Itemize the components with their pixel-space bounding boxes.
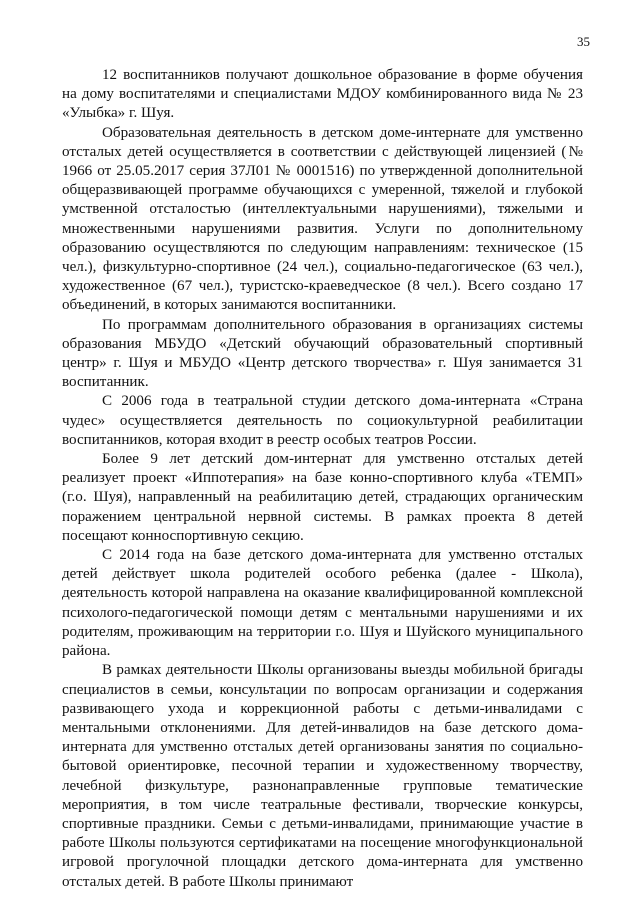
- paragraph: Образовательная деятельность в детском доме-интернате для умственно отсталых детей осуществляется в соответствии с действующей лицензией (№ 1966 от 25.05.2017 серия 37Л01 № 0001516) по утвержденной дополнительной общеразвивающей программе обучающихся с умеренной, тяжелой и глубокой умственной отсталостью (интеллектуальными нарушениями), тяжелыми и множественными нарушениями развития. Услуги по дополнительному образованию осуществляются по следующим направлениям: техническое (15 чел.), физкультурно-спортивное (24 чел.), социально-педагогическое (63 чел.), художественное (67 чел.), туристско-краеведческое (8 чел.). Всего создано 17 объединений, в которых занимаются воспитанники.: [62, 124, 583, 314]
- document-body: [62, 66, 583, 892]
- paragraph: В рамках деятельности Школы организованы выезды мобильной бригады специалистов в семьи, консультации по вопросам организации и содержания развивающего ухода и коррекционной работы с детьми-инвалидами с ментальными отклонениями. Для детей-инвалидов на базе детского дома-интерната для умственно отсталых детей организованы занятия по социально-бытовой ориентировке, песочной терапии и художественному творчеству, лечебной физкультуре, разнонаправленные групповые тематические мероприятия, в том числе театральные фестивали, творческие конкурсы, спортивные праздники. Семьи с детьми-инвалидами, принимающие участие в работе Школы пользуются сертификатами на посещение многофункциональной игровой прогулочной площадки детского дома-интерната для умственно отсталых детей. В работе Школы принимают: [62, 662, 583, 890]
- paragraph: Более 9 лет детский дом-интернат для умственно отсталых детей реализует проект «Иппотерапия» на базе конно-спортивного клуба «ТЕМП» (г.о. Шуя), направленный на реабилитацию детей, страдающих органическим поражением центральной нервной системы. В рамках проекта 8 детей посещают конноспортивную секцию.: [62, 451, 583, 544]
- paragraph: По программам дополнительного образования в организациях системы образования МБУДО «Детский обучающий образовательный спортивный центр» г. Шуя и МБУДО «Центр детского творчества» г. Шуя занимается 31 воспитанник.: [62, 316, 583, 391]
- paragraph: С 2006 года в театральной студии детского дома-интерната «Страна чудес» осуществляется деятельность по социокультурной реабилитации воспитанников, которая входит в реестр особых театров России.: [62, 393, 583, 448]
- page-number: 35: [577, 34, 590, 49]
- paragraph: 12 воспитанников получают дошкольное образование в форме обучения на дому воспитателями и специалистами МДОУ комбинированного вида № 23 «Улыбка» г. Шуя.: [62, 67, 583, 122]
- paragraph: С 2014 года на базе детского дома-интерната для умственно отсталых детей действует школа родителей особого ребенка (далее - Школа), деятельность которой направлена на оказание квалифицированной комплексной психолого-педагогической помощи детям с ментальными нарушениями и их родителям, проживающим на территории г.о. Шуя и Шуйского муниципального района.: [62, 547, 583, 660]
